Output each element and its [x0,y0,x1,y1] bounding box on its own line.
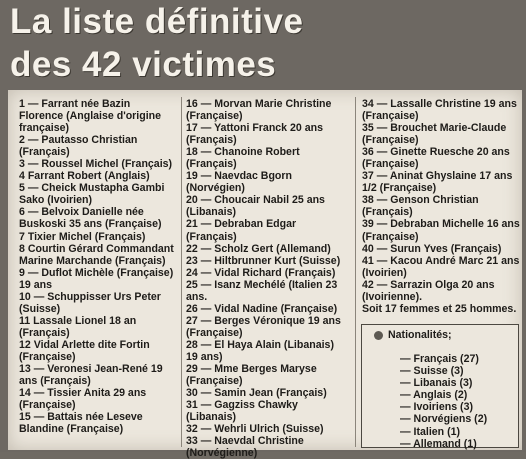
victim-entry: 29 — Mme Berges Maryse (Française) [186,363,317,388]
victims-column-2 [186,98,344,459]
victim-entry: 15 — Battais née Leseve Blandine (Française) [19,411,143,436]
victim-entry: 31 — Gagziss Chawky (Libanais) [186,399,298,424]
bullet-icon [374,331,383,340]
victim-entry: 9 — Duflot Michèle (Française) 19 ans [19,266,174,291]
victim-entry: 2 — Pautasso Christian (Français) [19,134,138,159]
victim-entry: 23 — Hiltbrunner Kurt (Suisse) [186,254,341,267]
nationality-item: — Ivoiriens (3) [400,401,473,414]
victim-entry: 6 — Belvoix Danielle née Buskoski 35 ans (Française) [19,206,162,231]
victim-entry: 42 — Sarrazin Olga 20 ans (Ivoirienne). [362,278,495,303]
victim-entry: 28 — El Haya Alain (Libanais) 19 ans) [186,338,334,363]
victim-entry: 35 — Brouchet Marie-Claude (Française) [362,122,507,147]
victim-entry: 34 — Lassalle Christine 19 ans (Française) [362,98,517,123]
victim-entry: 22 — Scholz Gert (Allemand) [186,242,331,255]
nationalities-title: Nationalités; [388,329,452,341]
victim-entry: 16 — Morvan Marie Christine (Française) [186,98,332,123]
headline-line-2: des 42 victimes [10,45,277,84]
victim-entry: 32 — Wehrli Ulrich (Suisse) [186,423,324,436]
victim-entry: 12 Vidal Arlette dite Fortin (Française) [19,338,150,363]
victim-entry: 39 — Debraban Michelle 16 ans (Française) [362,218,520,243]
victim-entry: 24 — Vidal Richard (Français) [186,266,336,279]
victim-entry: 19 — Naevdac Bgorn (Norvégien) [186,170,292,195]
nationalities-heading [374,329,452,341]
nationalities-box [361,324,519,448]
victim-entry: 26 — Vidal Nadine (Française) [186,302,338,315]
victim-entry: 4 Farrant Robert (Anglais) [19,170,150,183]
victim-entry: 13 — Veronesi Jean-René 19 ans (Français) [19,363,163,388]
nationalities-list [400,353,487,450]
victim-entry: 36 — Ginette Ruesche 20 ans (Française) [362,146,510,171]
nationality-item: — Libanais (3) [400,377,473,390]
victim-entry: 11 Lassale Lionel 18 an (Français) [19,314,137,339]
headline [10,0,340,86]
victim-entry: 40 — Surun Yves (Français) [362,242,502,255]
victim-entry: 8 Courtin Gérard Commandant Marine Marchande (Français) [19,242,174,267]
victim-entry: 30 — Samin Jean (Français) [186,387,327,400]
nationality-item: — Italien (1) [400,425,461,438]
victim-entry: 37 — Aninat Ghyslaine 17 ans 1/2 (Française) [362,170,513,195]
victim-entry: 38 — Genson Christian (Français) [362,194,479,219]
victim-entry: 17 — Yattoni Franck 20 ans (Français) [186,122,323,147]
column-divider [181,97,182,447]
column-divider [355,97,356,447]
nationality-item: — Allemand (1) [400,437,477,450]
victim-entry: 21 — Debraban Edgar (Français) [186,218,297,243]
nationality-item: — Suisse (3) [400,365,464,378]
victim-entry: 3 — Roussel Michel (Français) [19,158,173,171]
victim-entry: 41 — Kacou André Marc 21 ans (Ivoirien) [362,254,520,279]
victim-entry: 1 — Farrant née Bazin Florence (Anglaise d'origine française) [19,98,162,135]
victim-entry: 18 — Chanoine Robert (Français) [186,146,300,171]
victim-entry: 27 — Berges Véronique 19 ans (Française) [186,314,341,339]
nationality-item: — Anglais (2) [400,389,468,402]
victim-entry: 7 Tixier Michel (Français) [19,230,146,243]
nationality-item: — Norvégiens (2) [400,413,488,426]
victims-column-3 [362,98,520,315]
victims-column-1 [19,98,175,435]
summary-totals: Soit 17 femmes et 25 hommes. [362,302,517,315]
victim-entry: 33 — Naevdal Christine (Norvégienne) [186,435,304,459]
nationality-item: — Français (27) [400,353,479,365]
victim-entry: 10 — Schuppisser Urs Peter (Suisse) [19,290,161,315]
headline-line-1: La liste définitive [10,2,304,41]
victim-entry: 20 — Choucair Nabil 25 ans (Libanais) [186,194,325,219]
victim-entry: 25 — Isanz Mechélé (Italien 23 ans. [186,278,338,303]
victim-entry: 14 — Tissier Anita 29 ans (Française) [19,387,147,412]
victim-entry: 5 — Cheick Mustapha Gambi Sako (Ivoirien) [19,182,165,207]
